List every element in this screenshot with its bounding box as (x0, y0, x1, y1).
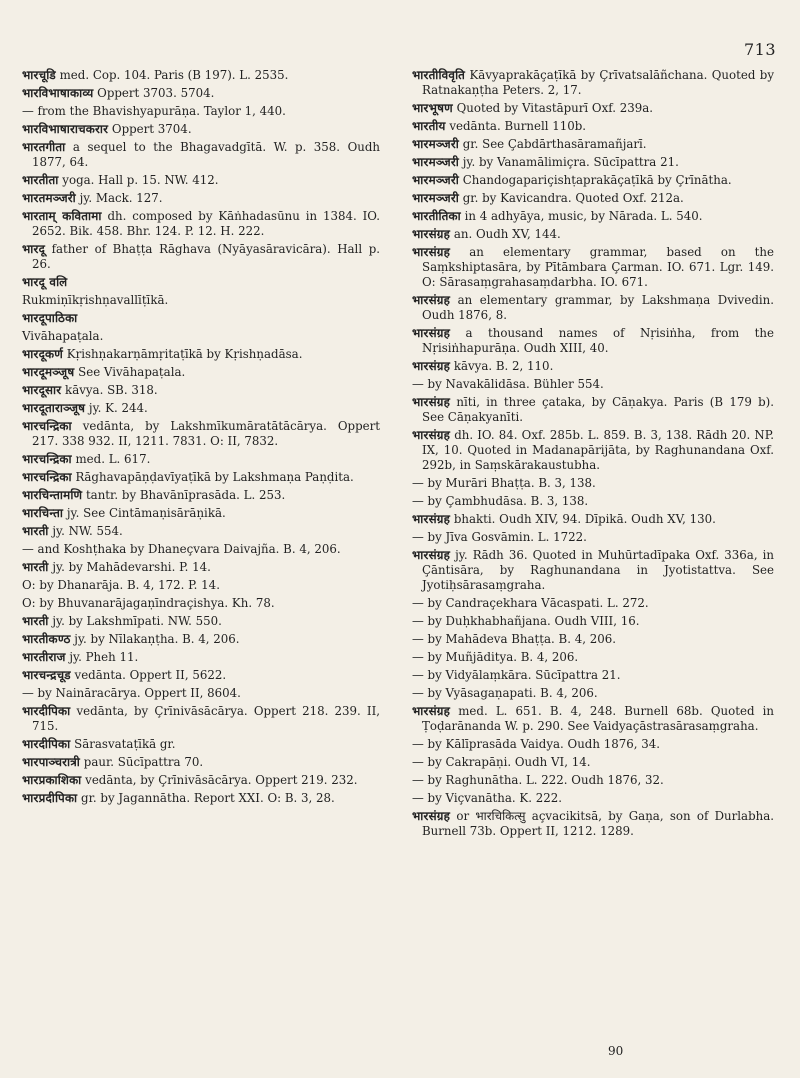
entry-text: — by Çambhudāsa. B. 3, 138. (412, 494, 589, 508)
entry-text: an. Oudh XV, 144. (453, 227, 561, 241)
entry-text: Rāghavapāṇḍavīyaṭīkā by Lakshmaṇa Paṇḍita. (75, 470, 354, 484)
catalogue-entry (22, 614, 380, 629)
entry-headword: भारचन्द्रिका (22, 470, 72, 484)
entry-text: vedānta, by Lakshmīkumāratātācārya. Oppert 217. 338 932. II, 1211. 7831. O: II, 7832. (32, 419, 380, 448)
entry-text: gr. by Jagannātha. Report XXI. O: B. 3, 28. (81, 791, 335, 805)
entry-headword: भारसंग्रह (412, 512, 451, 526)
entry-headword: भारचिन्तामणि (22, 488, 83, 502)
entry-headword: भारतीता (22, 173, 59, 187)
entry-text: See Vivāhapaṭala. (78, 365, 186, 379)
entry-headword: भारसंग्रह (412, 227, 451, 241)
catalogue-entry (22, 329, 380, 344)
catalogue-entry (22, 140, 380, 170)
entry-headword: भारसंग्रह (412, 548, 451, 562)
catalogue-entry (22, 488, 380, 503)
entry-text: a sequel to the Bhagavadgītā. W. p. 358. Oudh 1877, 64. (32, 140, 381, 169)
entry-headword: भारतीराज (22, 650, 66, 664)
entry-headword: भारप्रदीपिका (22, 791, 78, 805)
entry-headword: भारदूमञ्जूष (22, 365, 75, 379)
entry-text: gr. See Çabdārthasāramañjarī. (462, 137, 647, 151)
entry-headword: भारतगीता (22, 140, 66, 154)
entry-text: — by Muñjāditya. B. 4, 206. (412, 650, 579, 664)
entry-text: — from the Bhavishyapurāṇa. Taylor 1, 440. (22, 104, 286, 118)
catalogue-entry (412, 755, 774, 770)
entry-text: Rukmiṇīkṛishṇavallīṭīkā. (22, 293, 169, 307)
entry-text: — by Viçvanātha. K. 222. (412, 791, 562, 805)
catalogue-entry (412, 737, 774, 752)
catalogue-entry (22, 773, 380, 788)
catalogue-entry (22, 470, 380, 485)
entry-headword: भारसंग्रह (412, 704, 451, 718)
entry-headword: भारतीविवृति (412, 68, 466, 82)
entry-headword: भारविभाषाराचकरार (22, 122, 109, 136)
entry-headword: भारप्रकाशिका (22, 773, 82, 787)
catalogue-entry (412, 428, 774, 473)
entry-text: — by Mahādeva Bhaṭṭa. B. 4, 206. (412, 632, 616, 646)
entry-headword: भारचिन्ता (22, 506, 64, 520)
entry-headword: भारती (22, 524, 49, 538)
entry-text: Kṛishṇakarṇāmṛitaṭīkā by Kṛishṇadāsa. (66, 347, 303, 361)
entry-text: paur. Sūcīpattra 70. (83, 755, 204, 769)
catalogue-entry (412, 791, 774, 806)
catalogue-entry (412, 173, 774, 188)
catalogue-entry (412, 155, 774, 170)
entry-text: med. Cop. 104. Paris (B 197). L. 2535. (59, 68, 289, 82)
catalogue-entry (22, 650, 380, 665)
catalogue-entry (412, 137, 774, 152)
entry-text: — by Naināracārya. Oppert II, 8604. (22, 686, 241, 700)
entry-headword: भारदू (22, 242, 46, 256)
entry-text: nīti, in three çataka, by Cāṇakya. Paris (B 179 b). See Cāṇakyanīti. (422, 395, 774, 424)
entry-text: vedānta, by Çrīnivāsācārya. Oppert 218. 239. II, 715. (32, 704, 380, 733)
entry-text: gr. by Kavicandra. Quoted Oxf. 212a. (462, 191, 684, 205)
entry-headword: भारतीकण्ठ (22, 632, 71, 646)
entry-text: jy. Mack. 127. (79, 191, 163, 205)
entry-headword: भारमञ्जरी (412, 173, 459, 187)
sheet-signature: 90 (608, 1044, 624, 1058)
catalogue-entry (412, 101, 774, 116)
entry-text: jy. NW. 554. (52, 524, 123, 538)
catalogue-entry (412, 326, 774, 356)
entry-headword: भारचन्द्रचूड (22, 668, 71, 682)
entry-headword: भारविभाषाकाव्य (22, 86, 94, 100)
entry-headword: भारती (22, 614, 49, 628)
entry-headword: भारसंग्रह (412, 293, 451, 307)
page-number: 713 (743, 40, 776, 59)
entry-text: — by Kālīprasāda Vaidya. Oudh 1876, 34. (412, 737, 660, 751)
catalogue-entry (22, 347, 380, 362)
entry-text: yoga. Hall p. 15. NW. 412. (62, 173, 219, 187)
catalogue-entry (22, 596, 380, 611)
entry-text: or भारचिकित्सु açvacikitsā, by Gaṇa, son of Durlabha. Burnell 73b. Oppert II, 1212. 1289. (422, 809, 775, 838)
entry-headword: भारचूडि (22, 68, 56, 82)
entry-headword: भारसंग्रह (412, 326, 451, 340)
catalogue-entry (22, 668, 380, 683)
catalogue-entry (412, 191, 774, 206)
catalogue-entry (412, 596, 774, 611)
catalogue-entry (412, 614, 774, 629)
catalogue-entry (22, 275, 380, 290)
entry-headword: भारदीपिका (22, 704, 71, 718)
entry-headword: भारमञ्जरी (412, 191, 459, 205)
left-column (22, 68, 380, 809)
catalogue-entry (412, 209, 774, 224)
catalogue-entry (412, 68, 774, 98)
catalogue-entry (412, 119, 774, 134)
entry-text: med. L. 651. B. 4, 248. Burnell 68b. Quoted in Ṭoḍarānanda W. p. 290. See Vaidyaçāstrasārasaṃgraha. (422, 704, 775, 733)
catalogue-entry (22, 173, 380, 188)
entry-text: jy. See Cintāmaṇisārāṇikā. (66, 506, 226, 520)
entry-text: vedānta, by Çrīnivāsācārya. Oppert 219. 232. (85, 773, 358, 787)
catalogue-entry (22, 704, 380, 734)
entry-text: — by Murāri Bhaṭṭa. B. 3, 138. (412, 476, 596, 490)
catalogue-entry (22, 242, 380, 272)
catalogue-entry (22, 383, 380, 398)
entry-text: med. L. 617. (75, 452, 151, 466)
catalogue-entry (412, 227, 774, 242)
entry-text: — and Koshṭhaka by Dhaneçvara Daivajña. B. 4, 206. (22, 542, 341, 556)
catalogue-entry (22, 401, 380, 416)
entry-text: — by Cakrapāṇi. Oudh VI, 14. (412, 755, 591, 769)
entry-text: Oppert 3704. (111, 122, 192, 136)
catalogue-entry (412, 395, 774, 425)
entry-text: jy. Pheh 11. (69, 650, 139, 664)
catalogue-entry (22, 506, 380, 521)
entry-text: — by Duḥkhabhañjana. Oudh VIII, 16. (412, 614, 640, 628)
catalogue-entry (22, 365, 380, 380)
catalogue-entry (412, 359, 774, 374)
entry-text: vedānta. Oppert II, 5622. (74, 668, 227, 682)
catalogue-entry (22, 542, 380, 557)
entry-text: — by Jīva Gosvāmin. L. 1722. (412, 530, 587, 544)
entry-headword: भारतीतिका (412, 209, 461, 223)
catalogue-entry (412, 548, 774, 593)
entry-headword: भारचन्द्रिका (22, 452, 72, 466)
entry-text: kāvya. B. 2, 110. (453, 359, 554, 373)
entry-text: — by Vyāsagaṇapati. B. 4, 206. (412, 686, 598, 700)
catalogue-entry (412, 377, 774, 392)
entry-text: Chandogapariçishṭaprakāçaṭīkā by Çrīnātha. (462, 173, 732, 187)
entry-text: jy. K. 244. (88, 401, 148, 415)
entry-headword: भारमञ्जरी (412, 137, 459, 151)
entry-headword: भारपाञ्चरात्री (22, 755, 81, 769)
catalogue-entry (412, 650, 774, 665)
entry-text: dh. composed by Kāṅhadasūnu in 1384. IO. 2652. Bik. 458. Bhr. 124. P. 12. H. 222. (32, 209, 381, 238)
entry-text: bhakti. Oudh XIV, 94. Dīpikā. Oudh XV, 130. (453, 512, 716, 526)
catalogue-entry (22, 578, 380, 593)
catalogue-entry (412, 245, 774, 290)
entry-headword: भारदीपिका (22, 737, 71, 751)
entry-text: jy. by Lakshmīpati. NW. 550. (52, 614, 222, 628)
entry-text: Oppert 3703. 5704. (97, 86, 215, 100)
entry-text: jy. by Mahādevarshi. P. 14. (52, 560, 211, 574)
catalogue-entry (22, 560, 380, 575)
entry-text: — by Candraçekhara Vācaspati. L. 272. (412, 596, 649, 610)
entry-text: — by Navakālidāsa. Bühler 554. (412, 377, 604, 391)
catalogue-entry (412, 512, 774, 527)
catalogue-entry (22, 524, 380, 539)
catalogue-entry (412, 632, 774, 647)
catalogue-entry (22, 191, 380, 206)
catalogue-entry (412, 704, 774, 734)
entry-text: Sārasvataṭīkā gr. (74, 737, 176, 751)
entry-headword: भारतमञ्जरी (22, 191, 76, 205)
entry-headword: भारचन्द्रिका (22, 419, 72, 433)
entry-headword: भारदूपाठिका (22, 311, 78, 325)
entry-headword: भारसंग्रह (412, 395, 451, 409)
entry-text: kāvya. SB. 318. (65, 383, 158, 397)
entry-text: father of Bhaṭṭa Rāghava (Nyāyasāravicāra). Hall p. 26. (32, 242, 380, 271)
catalogue-entry (412, 530, 774, 545)
catalogue-entry (22, 122, 380, 137)
entry-headword: भारतीय (412, 119, 446, 133)
catalogue-entry (412, 494, 774, 509)
entry-text: O: by Dhanarāja. B. 4, 172. P. 14. (22, 578, 220, 592)
entry-text: tantr. by Bhavānīprasāda. L. 253. (85, 488, 286, 502)
catalogue-entry (22, 755, 380, 770)
entry-headword: भारताम् कवितामा (22, 209, 102, 223)
entry-headword: भारदू वलि (22, 275, 68, 289)
catalogue-entry (22, 68, 380, 83)
catalogue-entry (22, 104, 380, 119)
entry-headword: भारसंग्रह (412, 809, 451, 823)
entry-text: jy. by Nīlakaṇṭha. B. 4, 206. (74, 632, 240, 646)
entry-text: Kāvyaprakāçaṭīkā by Çrīvatsalāñchana. Quoted by Ratnakaṇṭha Peters. 2, 17. (422, 68, 774, 97)
catalogue-entry (22, 209, 380, 239)
entry-text: an elementary grammar, by Lakshmaṇa Dvivedin. Oudh 1876, 8. (422, 293, 774, 322)
catalogue-entry (412, 773, 774, 788)
catalogue-entry (22, 791, 380, 806)
catalogue-entry (22, 311, 380, 326)
entry-headword: भारदूसार (22, 383, 62, 397)
catalogue-entry (412, 293, 774, 323)
catalogue-entry (22, 686, 380, 701)
catalogue-entry (412, 809, 774, 839)
entry-text: Vivāhapaṭala. (22, 329, 104, 343)
entry-text: — by Raghunātha. L. 222. Oudh 1876, 32. (412, 773, 664, 787)
entry-headword: भारदूकर्ण (22, 347, 64, 361)
entry-text: dh. IO. 84. Oxf. 285b. L. 859. B. 3, 138. Rādh 20. NP. IX, 10. Quoted in Madanapārijāta, by Raghunandana Oxf. 292b, in Saṃskārakaustubha. (422, 428, 774, 472)
entry-text: a thousand names of Nṛisiṅha, from the Nṛisiṅhapurāṇa. Oudh XIII, 40. (422, 326, 774, 355)
right-column (412, 68, 774, 842)
entry-headword: भारमञ्जरी (412, 155, 459, 169)
catalogue-entry (22, 86, 380, 101)
catalogue-entry (22, 632, 380, 647)
catalogue-entry (412, 686, 774, 701)
entry-headword: भारसंग्रह (412, 245, 451, 259)
entry-text: in 4 adhyāya, music, by Nārada. L. 540. (464, 209, 703, 223)
entry-text: Quoted by Vitastāpurī Oxf. 239a. (456, 101, 654, 115)
entry-headword: भारभूषण (412, 101, 453, 115)
catalogue-entry (22, 419, 380, 449)
entry-text: jy. by Vanamālimiçra. Sūcīpattra 21. (462, 155, 679, 169)
entry-headword: भारसंग्रह (412, 428, 451, 442)
entry-text: jy. Rādh 36. Quoted in Muhūrtadīpaka Oxf. 336a, in Çāntisāra, by Raghunandana in Jyotistattva. See Jyotiḥsārasaṃgraha. (422, 548, 774, 592)
catalogue-entry (412, 668, 774, 683)
entry-headword: भारती (22, 560, 49, 574)
entry-headword: भारदूताराञ्जूष (22, 401, 86, 415)
entry-text: vedānta. Burnell 110b. (449, 119, 587, 133)
entry-text: an elementary grammar, based on the Saṃkshiptasāra, by Pītāmbara Çarman. IO. 671. Lgr. 149. O: Sārasaṃgrahasaṃdarbha. IO. 671. (422, 245, 775, 289)
catalogue-entry (412, 476, 774, 491)
catalogue-entry (22, 293, 380, 308)
catalogue-entry (22, 452, 380, 467)
entry-headword: भारसंग्रह (412, 359, 451, 373)
catalogue-entry (22, 737, 380, 752)
entry-text: O: by Bhuvanarājagaṇīndraçishya. Kh. 78. (22, 596, 275, 610)
entry-text: — by Vidyālaṃkāra. Sūcīpattra 21. (412, 668, 621, 682)
